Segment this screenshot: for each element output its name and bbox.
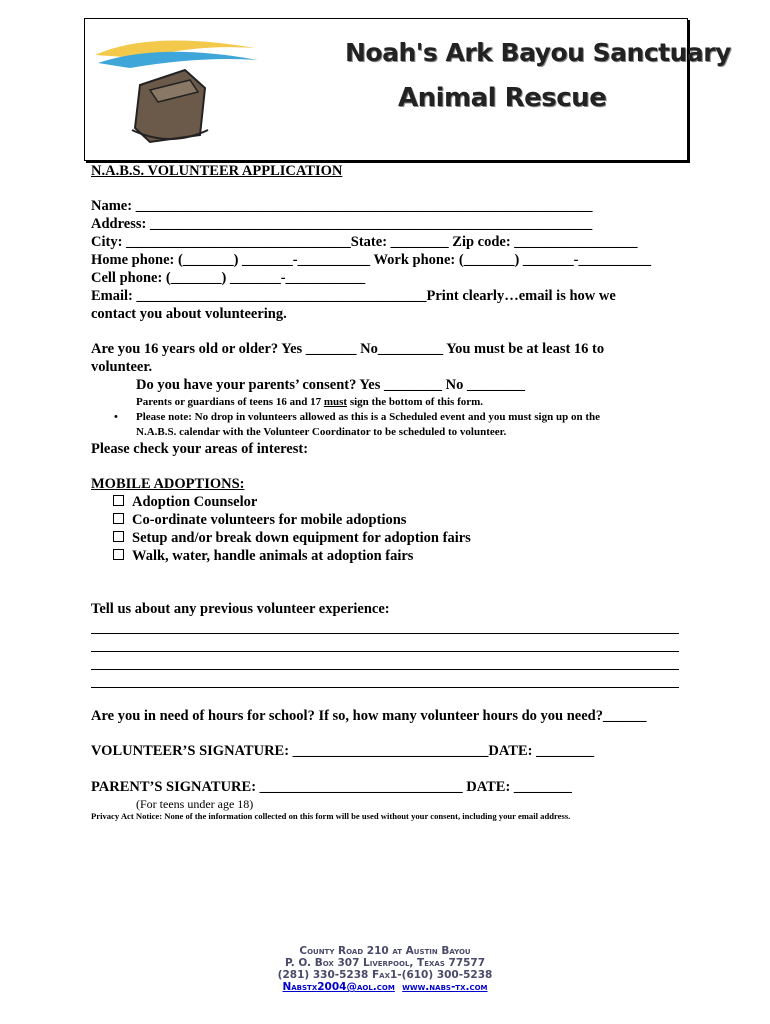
experience-line-2[interactable] xyxy=(91,651,679,652)
option-setup-breakdown[interactable] xyxy=(113,530,471,547)
experience-line-3[interactable] xyxy=(91,669,679,670)
address-field[interactable]: Address: _____________________________________________________________ xyxy=(91,216,593,232)
teens-note: (For teens under age 18) xyxy=(136,797,254,811)
email-field[interactable]: Email: ________________________________________Print clearly…email is how we xyxy=(91,288,616,304)
form-title: N.A.B.S. VOLUNTEER APPLICATION xyxy=(91,163,343,179)
footer-address-2: P. O. Box 307 Liverpool, Texas 77577 xyxy=(284,957,486,969)
experience-line-1[interactable] xyxy=(91,633,679,634)
footer-website-link[interactable]: www.nabs-tx.com xyxy=(402,981,488,993)
phone-fields[interactable]: Home phone: (_______) _______-__________ Work phone: (_______) _______-__________ xyxy=(91,252,651,268)
cell-phone-field[interactable]: Cell phone: (_______) _______-___________ xyxy=(91,270,366,286)
option-label: Co-ordinate volunteers for mobile adoptions xyxy=(132,512,407,528)
org-subtitle: Animal Rescue xyxy=(398,83,607,113)
option-walk-water-handle[interactable] xyxy=(113,548,413,565)
please-note-line2: N.A.B.S. calendar with the Volunteer Coordinator to be scheduled to volunteer. xyxy=(136,426,507,438)
experience-heading: Tell us about any previous volunteer experience: xyxy=(91,601,390,617)
age-question-cont: volunteer. xyxy=(91,359,153,375)
privacy-notice: Privacy Act Notice: None of the information collected on this form will be used without your consent, including your email address. xyxy=(91,811,571,821)
checkbox-icon[interactable] xyxy=(113,531,124,542)
mobile-adoptions-heading: MOBILE ADOPTIONS: xyxy=(91,476,245,492)
checkbox-icon[interactable] xyxy=(113,495,124,506)
guardians-note xyxy=(136,396,483,408)
option-label: Walk, water, handle animals at adoption fairs xyxy=(132,548,414,564)
ark-logo xyxy=(90,30,265,158)
option-label: Setup and/or break down equipment for adoption fairs xyxy=(132,530,471,546)
footer-contact xyxy=(0,981,770,993)
consent-question[interactable]: Do you have your parents’ consent? Yes ________ No ________ xyxy=(136,377,525,393)
option-label: Adoption Counselor xyxy=(132,494,258,510)
city-state-zip-field[interactable]: City: _______________________________State: ________ Zip code: _________________ xyxy=(91,234,638,250)
guardians-note-must: must xyxy=(323,396,348,408)
please-note-line1: Please note: No drop in volunteers allowed as this is a Scheduled event and you must sign up on the xyxy=(136,411,600,423)
interest-heading: Please check your areas of interest: xyxy=(91,441,309,457)
email-note: contact you about volunteering. xyxy=(91,306,287,322)
school-hours-question[interactable]: Are you in need of hours for school? If so, how many volunteer hours do you need?______ xyxy=(91,708,647,724)
guardians-note-post: sign the bottom of this form. xyxy=(347,396,484,408)
logo-ark-hull xyxy=(135,70,205,142)
footer-email-link[interactable]: Nabstx2004@aol.com xyxy=(282,981,395,993)
guardians-note-pre: Parents or guardians of teens 16 and 17 xyxy=(136,396,324,408)
org-name: Noah's Ark Bayou Sanctuary xyxy=(345,38,731,67)
checkbox-icon[interactable] xyxy=(113,549,124,560)
footer-phone: (281) 330-5238 Fax1-(610) 300-5238 xyxy=(277,969,493,981)
footer-address-1: County Road 210 at Austin Bayou xyxy=(299,945,471,957)
name-field[interactable]: Name: _______________________________________________________________ xyxy=(91,198,593,214)
option-coordinate-volunteers[interactable] xyxy=(113,512,406,529)
parent-signature-line[interactable]: PARENT’S SIGNATURE: ____________________________ DATE: ________ xyxy=(91,779,572,795)
age-question[interactable]: Are you 16 years old or older? Yes _______ No_________ You must be at least 16 to xyxy=(91,341,605,357)
bullet-icon: • xyxy=(114,411,118,423)
checkbox-icon[interactable] xyxy=(113,513,124,524)
volunteer-signature-line[interactable]: VOLUNTEER’S SIGNATURE: ___________________________DATE: ________ xyxy=(91,743,595,759)
option-adoption-counselor[interactable] xyxy=(113,494,257,511)
experience-line-4[interactable] xyxy=(91,687,679,688)
